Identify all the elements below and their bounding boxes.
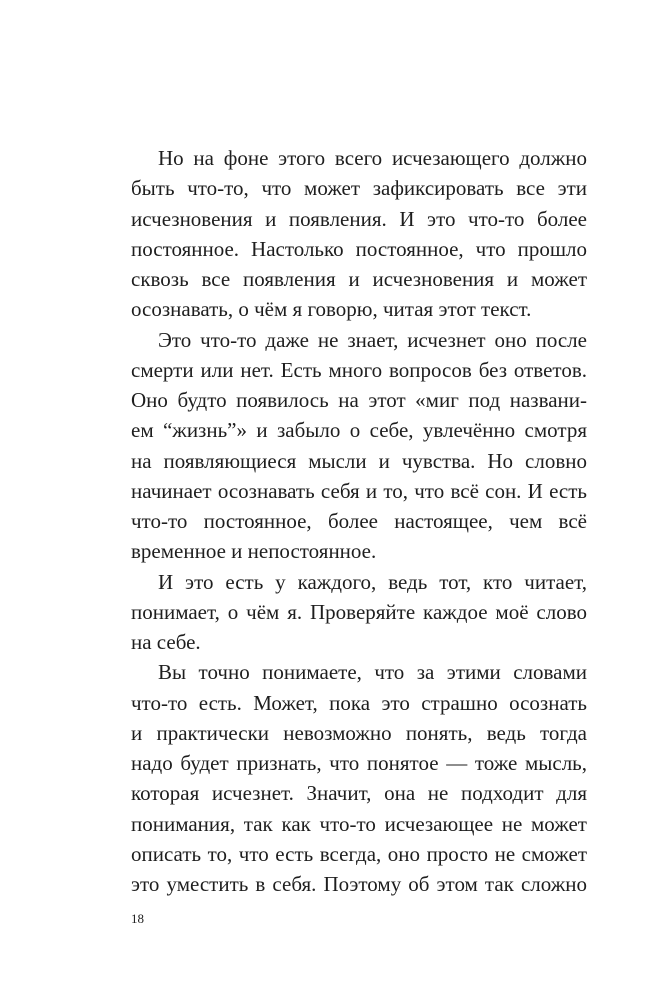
- text-line: И это есть у каждого, ведь тот, кто читает,: [158, 569, 587, 594]
- text-line: понимания, так как что-то исчезающее не может: [131, 811, 587, 836]
- text-line: быть что-то, что может зафиксировать все эти: [131, 176, 587, 201]
- text-line: надо будет признать, что понятое — тоже мысль,: [131, 751, 587, 775]
- text-line: Но на фоне этого всего исчезающего должно: [158, 146, 587, 170]
- paragraph: [131, 567, 587, 658]
- text-line: на себе.: [131, 630, 201, 654]
- text-line: сквозь все появления и исчезновения и может: [131, 267, 587, 291]
- text-line: это уместить в себя. Поэтому об этом так сложно: [131, 872, 587, 896]
- text-line: начинает осознавать себя и то, что всё сон. И есть: [131, 478, 587, 503]
- body-text: [131, 143, 587, 899]
- text-line: Это что-то даже не знает, исчезнет оно после: [158, 327, 587, 352]
- text-line: Оно будто появилось на этот «миг под названи-: [131, 388, 587, 412]
- text-line: временное и непостоянное.: [131, 539, 377, 564]
- text-line: понимает, о чём я. Проверяйте каждое моё слово: [131, 599, 587, 624]
- paragraph: [131, 325, 587, 567]
- text-line: на появляющиеся мысли и чувства. Но словно: [131, 448, 587, 473]
- text-line: Вы точно понимаете, что за этими словами: [158, 660, 587, 685]
- text-line: постоянное. Настолько постоянное, что прошло: [131, 236, 587, 261]
- text-line: описать то, что есть всегда, оно просто не сможет: [131, 841, 587, 866]
- text-line: которая исчезнет. Значит, она не подходит для: [131, 781, 587, 806]
- text-line: что-то есть. Может, пока это страшно осознать: [131, 690, 587, 715]
- text-line: что-то постоянное, более настоящее, чем всё: [131, 509, 587, 533]
- paragraph: [131, 143, 587, 325]
- paragraph: [131, 657, 587, 899]
- text-line: и практически невозможно понять, ведь тогда: [131, 720, 587, 745]
- text-line: ем “жизнь”» и забыло о себе, увлечённо смотря: [131, 418, 587, 443]
- text-line: смерти или нет. Есть много вопросов без ответов.: [131, 357, 587, 382]
- text-line: осознавать, о чём я говорю, читая этот текст.: [131, 297, 532, 322]
- page-number: 18: [131, 911, 144, 927]
- text-line: исчезновения и появления. И это что-то более: [131, 206, 587, 231]
